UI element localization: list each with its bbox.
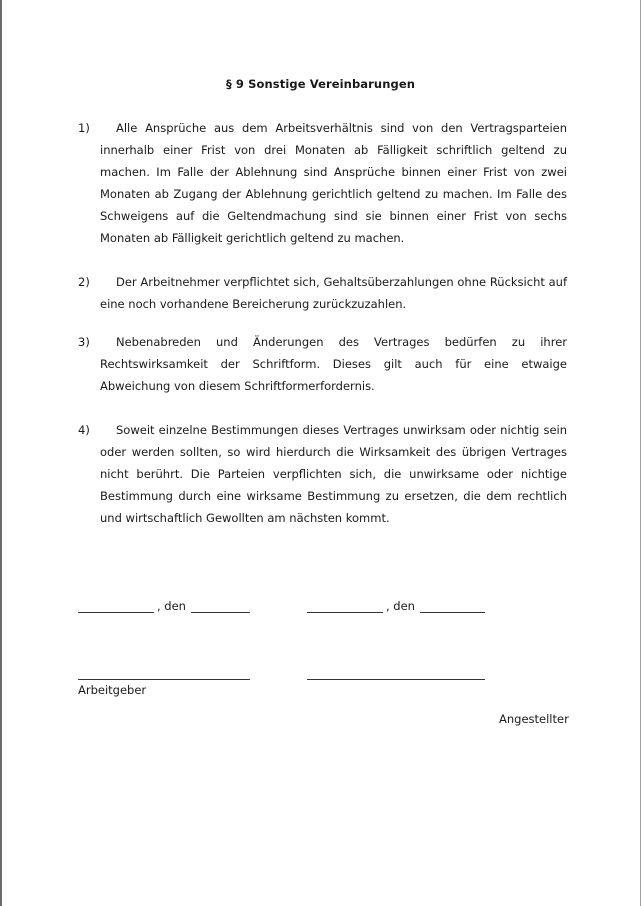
clause-2 [78, 271, 567, 315]
date-line-employee[interactable] [420, 612, 485, 613]
clause-text: Nebenabreden und Änderungen des Vertrages bedürfen zu ihrer Rechtswirksamkeit der Schriftform. Dieses gilt auch für eine etwaige Abweichung von diesem Schriftformerfordernis. [100, 335, 567, 393]
clause-3 [78, 331, 567, 397]
clause-4 [78, 419, 567, 529]
den-label-employee: , den [386, 599, 415, 613]
clause-number: 4) [78, 423, 90, 437]
clause-number: 1) [78, 121, 90, 135]
signature-line-employer[interactable] [78, 679, 250, 680]
signature-line-employee[interactable] [307, 679, 485, 680]
place-line-employer[interactable] [78, 612, 154, 613]
clause-1 [78, 117, 567, 249]
place-line-employee[interactable] [307, 612, 383, 613]
clause-text: Soweit einzelne Bestimmungen dieses Vertrages unwirksam oder nichtig sein oder werden sollten, so wird hierdurch die Wirksamkeit des übrigen Vertrages nicht berührt. Die Parteien verpflichten sich, die unwirksame oder nichtige Bestimmung durch eine wirksame Bestimmung zu ersetzen, die dem rechtlich und wirtschaftlich Gewollten am nächsten kommt. [100, 423, 567, 525]
clause-number: 2) [78, 275, 90, 289]
employer-label: Arbeitgeber [78, 683, 147, 697]
den-label-employer: , den [157, 599, 186, 613]
clause-text: Der Arbeitnehmer verpflichtet sich, Gehaltsüberzahlungen ohne Rücksicht auf eine noch vorhandene Bereicherung zurückzuzahlen. [100, 275, 567, 311]
section-title: § 9 Sonstige Vereinbarungen [225, 77, 416, 91]
date-line-employer[interactable] [191, 612, 250, 613]
employee-label: Angestellter [499, 712, 569, 726]
clause-text: Alle Ansprüche aus dem Arbeitsverhältnis sind von den Vertragsparteien innerhalb einer Frist von drei Monaten ab Fälligkeit schriftlich geltend zu machen. Im Falle der Ablehnung sind Ansprüche binnen einer Frist von zwei Monaten ab Zugang der Ablehnung gerichtlich geltend zu machen. Im Falle des Schweigens auf die Geltendmachung sind sie binnen einer Frist von sechs Monaten ab Fälligkeit gerichtlich geltend zu machen. [100, 121, 567, 245]
clause-number: 3) [78, 335, 90, 349]
page-left-border [0, 0, 2, 906]
